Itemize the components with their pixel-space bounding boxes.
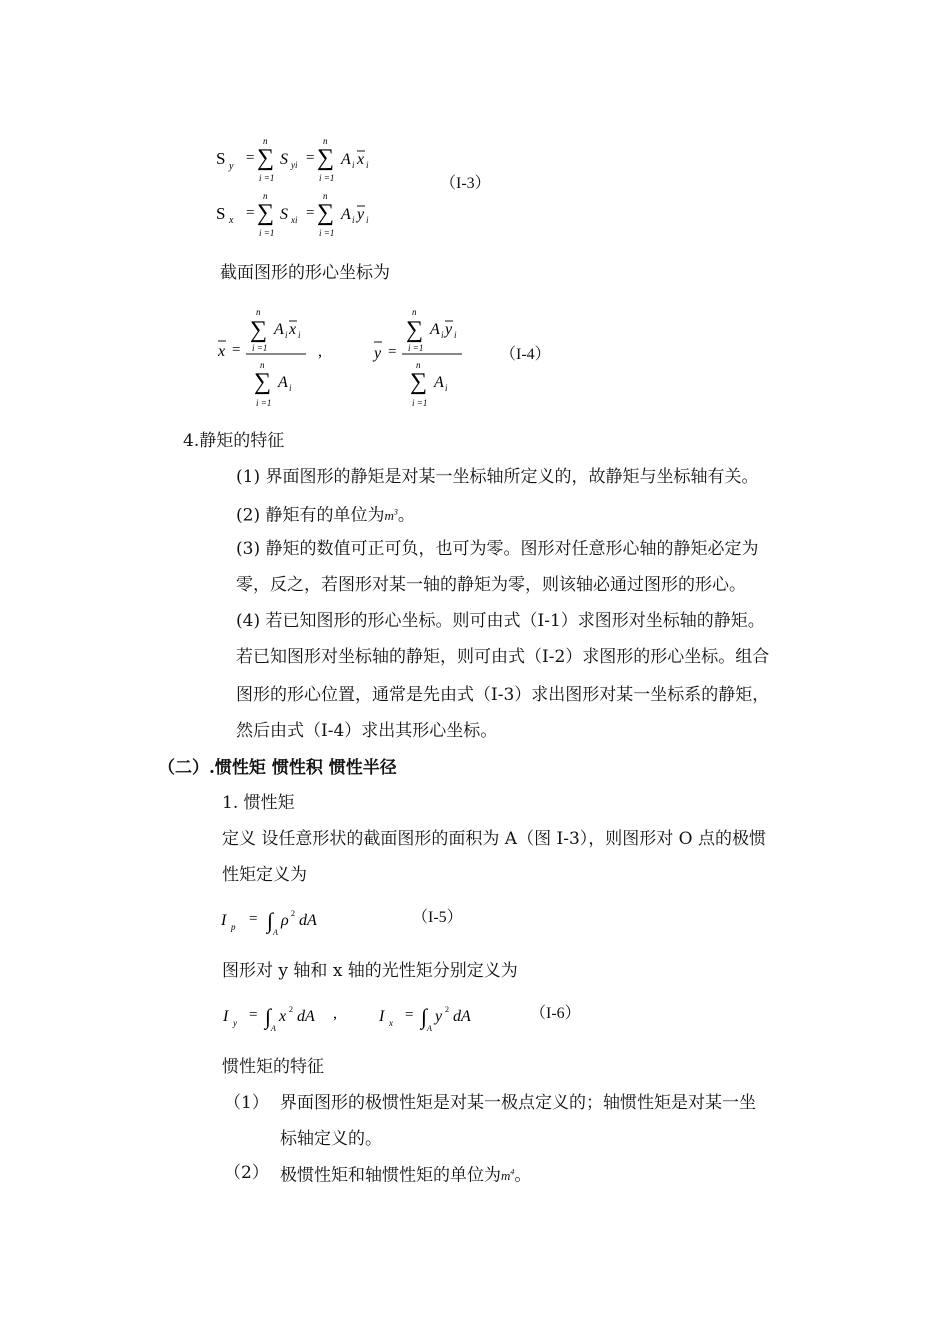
list-item bbox=[236, 502, 415, 527]
subsection-heading: 惯性矩的特征 bbox=[222, 1057, 324, 1077]
svg-text:A: A bbox=[341, 206, 351, 223]
svg-text:∫: ∫ bbox=[421, 1004, 428, 1029]
svg-text:y: y bbox=[233, 1018, 237, 1028]
svg-text:xi: xi bbox=[291, 215, 298, 225]
section-heading: 4.静矩的特征 bbox=[183, 431, 285, 451]
svg-text:x: x bbox=[229, 215, 234, 226]
svg-text:A: A bbox=[427, 1024, 432, 1033]
list-item-continuation: 标轴定义的。 bbox=[280, 1129, 382, 1149]
svg-text:y: y bbox=[357, 206, 365, 223]
svg-text:I: I bbox=[223, 1008, 229, 1025]
svg-text:i: i bbox=[366, 215, 369, 225]
svg-text:i =1: i =1 bbox=[319, 173, 335, 183]
part-heading: （二）.惯性矩 惯性积 惯性半径 bbox=[158, 758, 397, 778]
svg-text:∑: ∑ bbox=[317, 200, 335, 226]
svg-text:,: , bbox=[318, 343, 322, 360]
svg-text:=: = bbox=[388, 344, 397, 360]
svg-text:dA: dA bbox=[297, 1008, 315, 1025]
svg-text:2: 2 bbox=[445, 1005, 449, 1014]
svg-text:=: = bbox=[232, 342, 241, 358]
svg-text:A: A bbox=[434, 374, 444, 391]
svg-text:i =1: i =1 bbox=[259, 173, 275, 183]
paragraph: 截面图形的形心坐标为 bbox=[220, 263, 390, 283]
svg-text:A: A bbox=[430, 321, 440, 338]
svg-text:i =1: i =1 bbox=[252, 343, 268, 353]
svg-text:=: = bbox=[249, 1007, 258, 1023]
equation-I4 bbox=[210, 300, 480, 418]
svg-text:I: I bbox=[221, 912, 227, 929]
list-item-text: (2) 静矩有的单位为 bbox=[236, 505, 385, 526]
svg-text:i: i bbox=[445, 383, 448, 393]
equation-I5 bbox=[215, 900, 365, 944]
svg-text:x: x bbox=[357, 151, 365, 168]
svg-text:n: n bbox=[256, 307, 261, 317]
svg-text:n: n bbox=[263, 136, 268, 146]
svg-text:ρ: ρ bbox=[281, 912, 289, 929]
svg-text:x: x bbox=[389, 1018, 393, 1028]
svg-text:∑: ∑ bbox=[250, 317, 268, 343]
equation-number: （I-5） bbox=[412, 909, 463, 926]
svg-text:y: y bbox=[229, 161, 234, 172]
svg-text:A: A bbox=[273, 928, 278, 937]
svg-text:∑: ∑ bbox=[406, 317, 424, 343]
list-item-number: （1） bbox=[224, 1093, 269, 1113]
svg-text:A: A bbox=[274, 321, 284, 338]
svg-text:n: n bbox=[416, 360, 421, 370]
list-item-text: 。 bbox=[397, 505, 415, 526]
svg-text:A: A bbox=[271, 1024, 276, 1033]
list-item: (1) 界面图形的静矩是对某一坐标轴所定义的，故静矩与坐标轴有关。 bbox=[236, 467, 759, 487]
list-item: (3) 静矩的数值可正可负，也可为零。图形对任意形心轴的静矩必定为 bbox=[236, 539, 759, 559]
list-item: (4) 若已知图形的形心坐标。则可由式（I-1）求图形对坐标轴的静矩。 bbox=[236, 611, 765, 631]
svg-text:A: A bbox=[341, 151, 351, 168]
svg-text:S: S bbox=[280, 206, 288, 223]
list-item: 界面图形的极惯性矩是对某一极点定义的；轴惯性矩是对某一坐 bbox=[280, 1093, 756, 1113]
svg-text:n: n bbox=[263, 191, 268, 201]
svg-text:dA: dA bbox=[453, 1008, 471, 1025]
svg-text:I: I bbox=[379, 1008, 385, 1025]
svg-text:=: = bbox=[249, 911, 258, 927]
svg-text:A: A bbox=[278, 374, 288, 391]
list-item-continuation: 零，反之，若图形对某一轴的静矩为零，则该轴必通过图形的形心。 bbox=[236, 575, 746, 595]
svg-text:i: i bbox=[285, 330, 288, 340]
svg-text:=: = bbox=[306, 150, 315, 166]
paragraph: 图形对 y 轴和 x 轴的光性矩分别定义为 bbox=[222, 961, 518, 981]
svg-text:x: x bbox=[279, 1008, 287, 1025]
svg-text:i =1: i =1 bbox=[256, 398, 272, 408]
svg-text:dA: dA bbox=[299, 912, 317, 929]
svg-text:p: p bbox=[231, 922, 236, 932]
svg-text:i: i bbox=[366, 160, 369, 170]
paragraph: 定义 设任意形状的截面图形的面积为 A（图 I-3），则图形对 O 点的极惯 bbox=[222, 829, 767, 849]
list-item-continuation: 图形的形心位置，通常是先由式（I-3）求出图形对某一坐标系的静矩， bbox=[236, 685, 770, 705]
svg-text:∑: ∑ bbox=[254, 369, 272, 395]
list-item-number: （2） bbox=[224, 1163, 269, 1183]
svg-text:∫: ∫ bbox=[267, 908, 274, 933]
svg-text:∑: ∑ bbox=[257, 200, 275, 226]
paragraph: 性矩定义为 bbox=[222, 865, 307, 885]
svg-text:∑: ∑ bbox=[257, 145, 275, 171]
svg-text:i =1: i =1 bbox=[408, 343, 424, 353]
unit-m4: $m^4$ bbox=[501, 1168, 515, 1184]
svg-text:=: = bbox=[246, 150, 255, 166]
svg-text:i =1: i =1 bbox=[259, 228, 275, 238]
equation-I3 bbox=[210, 132, 410, 247]
svg-text:i: i bbox=[441, 330, 444, 340]
equation-I6 bbox=[215, 996, 505, 1040]
svg-text:i =1: i =1 bbox=[412, 398, 428, 408]
equation-number: （I-3） bbox=[440, 175, 491, 192]
svg-text:2: 2 bbox=[291, 909, 295, 918]
equation-number: （I-4） bbox=[500, 346, 551, 363]
svg-text:i: i bbox=[298, 330, 301, 340]
subsection-heading: 1. 惯性矩 bbox=[222, 793, 295, 813]
list-item-continuation: 然后由式（I-4）求出其形心坐标。 bbox=[236, 721, 498, 741]
svg-text:n: n bbox=[323, 136, 328, 146]
svg-text:i =1: i =1 bbox=[319, 228, 335, 238]
svg-text:x: x bbox=[289, 321, 297, 338]
list-item bbox=[280, 1162, 531, 1187]
list-item-text: 极惯性矩和轴惯性矩的单位为 bbox=[280, 1165, 501, 1186]
svg-text:S: S bbox=[216, 204, 226, 223]
svg-text:x: x bbox=[218, 343, 226, 360]
svg-text:i: i bbox=[289, 383, 292, 393]
svg-text:y: y bbox=[374, 345, 382, 362]
svg-text:∑: ∑ bbox=[317, 145, 335, 171]
svg-text:,: , bbox=[333, 1005, 337, 1022]
svg-text:n: n bbox=[412, 307, 417, 317]
svg-text:=: = bbox=[246, 205, 255, 221]
svg-text:n: n bbox=[323, 191, 328, 201]
svg-text:∫: ∫ bbox=[265, 1004, 272, 1029]
svg-text:∑: ∑ bbox=[410, 369, 428, 395]
unit-m3: $m^3$ bbox=[384, 508, 398, 524]
svg-text:S: S bbox=[216, 149, 226, 168]
svg-text:yi: yi bbox=[291, 160, 298, 170]
svg-text:S: S bbox=[280, 151, 288, 168]
svg-text:=: = bbox=[405, 1007, 414, 1023]
svg-text:i: i bbox=[352, 215, 355, 225]
svg-text:y: y bbox=[445, 321, 453, 338]
svg-text:2: 2 bbox=[289, 1005, 293, 1014]
svg-text:i: i bbox=[454, 330, 457, 340]
equation-number: （I-6） bbox=[530, 1005, 581, 1022]
svg-text:y: y bbox=[435, 1008, 443, 1025]
list-item-text: 。 bbox=[514, 1165, 532, 1186]
svg-text:n: n bbox=[260, 360, 265, 370]
list-item-continuation: 若已知图形对坐标轴的静矩，则可由式（I-2）求图形的形心坐标。组合 bbox=[236, 647, 770, 667]
svg-text:=: = bbox=[306, 205, 315, 221]
svg-text:i: i bbox=[352, 160, 355, 170]
